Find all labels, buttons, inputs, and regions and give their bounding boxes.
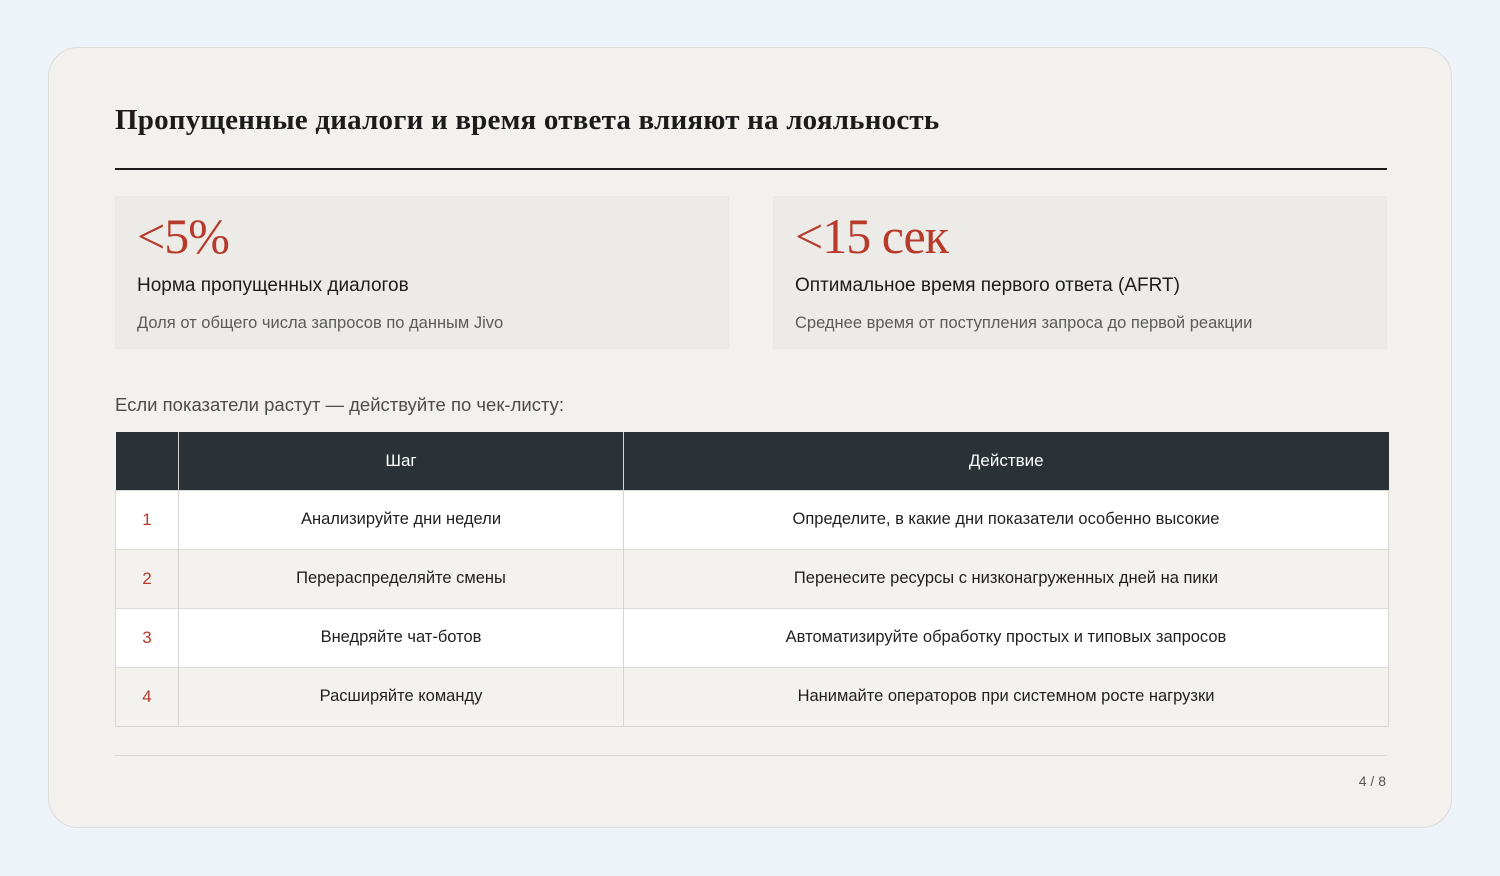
stat-value: <15 сек — [795, 208, 948, 264]
row-step: Анализируйте дни недели — [179, 490, 624, 549]
table-header-row — [116, 432, 1389, 490]
stat-card-response-time — [773, 196, 1387, 349]
stat-label: Оптимальное время первого ответа (AFRT) — [795, 275, 1180, 296]
stat-description: Среднее время от поступления запроса до первой реакции — [795, 314, 1253, 332]
row-action: Перенесите ресурсы с низконагруженных дней на пики — [624, 549, 1389, 608]
header-step: Шаг — [179, 432, 624, 490]
checklist-intro: Если показатели растут — действуйте по чек-листу: — [115, 394, 565, 415]
table-row — [116, 608, 1389, 667]
row-action: Определите, в какие дни показатели особенно высокие — [624, 490, 1389, 549]
row-number: 2 — [116, 549, 179, 608]
stat-description: Доля от общего числа запросов по данным Jivo — [137, 314, 504, 332]
row-action: Нанимайте операторов при системном росте нагрузки — [624, 667, 1389, 726]
title-divider — [115, 168, 1387, 170]
row-number: 4 — [116, 667, 179, 726]
checklist-table — [115, 432, 1389, 727]
header-action: Действие — [624, 432, 1389, 490]
slide-card — [48, 47, 1452, 828]
row-step: Расширяйте команду — [179, 667, 624, 726]
row-step: Внедряйте чат-ботов — [179, 608, 624, 667]
slide-title: Пропущенные диалоги и время ответа влияют на лояльность — [115, 104, 940, 136]
stat-card-missed-dialogs — [115, 196, 729, 349]
footer-divider — [115, 755, 1387, 756]
stat-value: <5% — [137, 208, 229, 264]
row-action: Автоматизируйте обработку простых и типовых запросов — [624, 608, 1389, 667]
header-number — [116, 432, 179, 490]
row-number: 1 — [116, 490, 179, 549]
table-row — [116, 667, 1389, 726]
page-number: 4 / 8 — [1358, 773, 1386, 789]
stat-label: Норма пропущенных диалогов — [137, 275, 409, 296]
table-row — [116, 490, 1389, 549]
table-row — [116, 549, 1389, 608]
row-number: 3 — [116, 608, 179, 667]
row-step: Перераспределяйте смены — [179, 549, 624, 608]
